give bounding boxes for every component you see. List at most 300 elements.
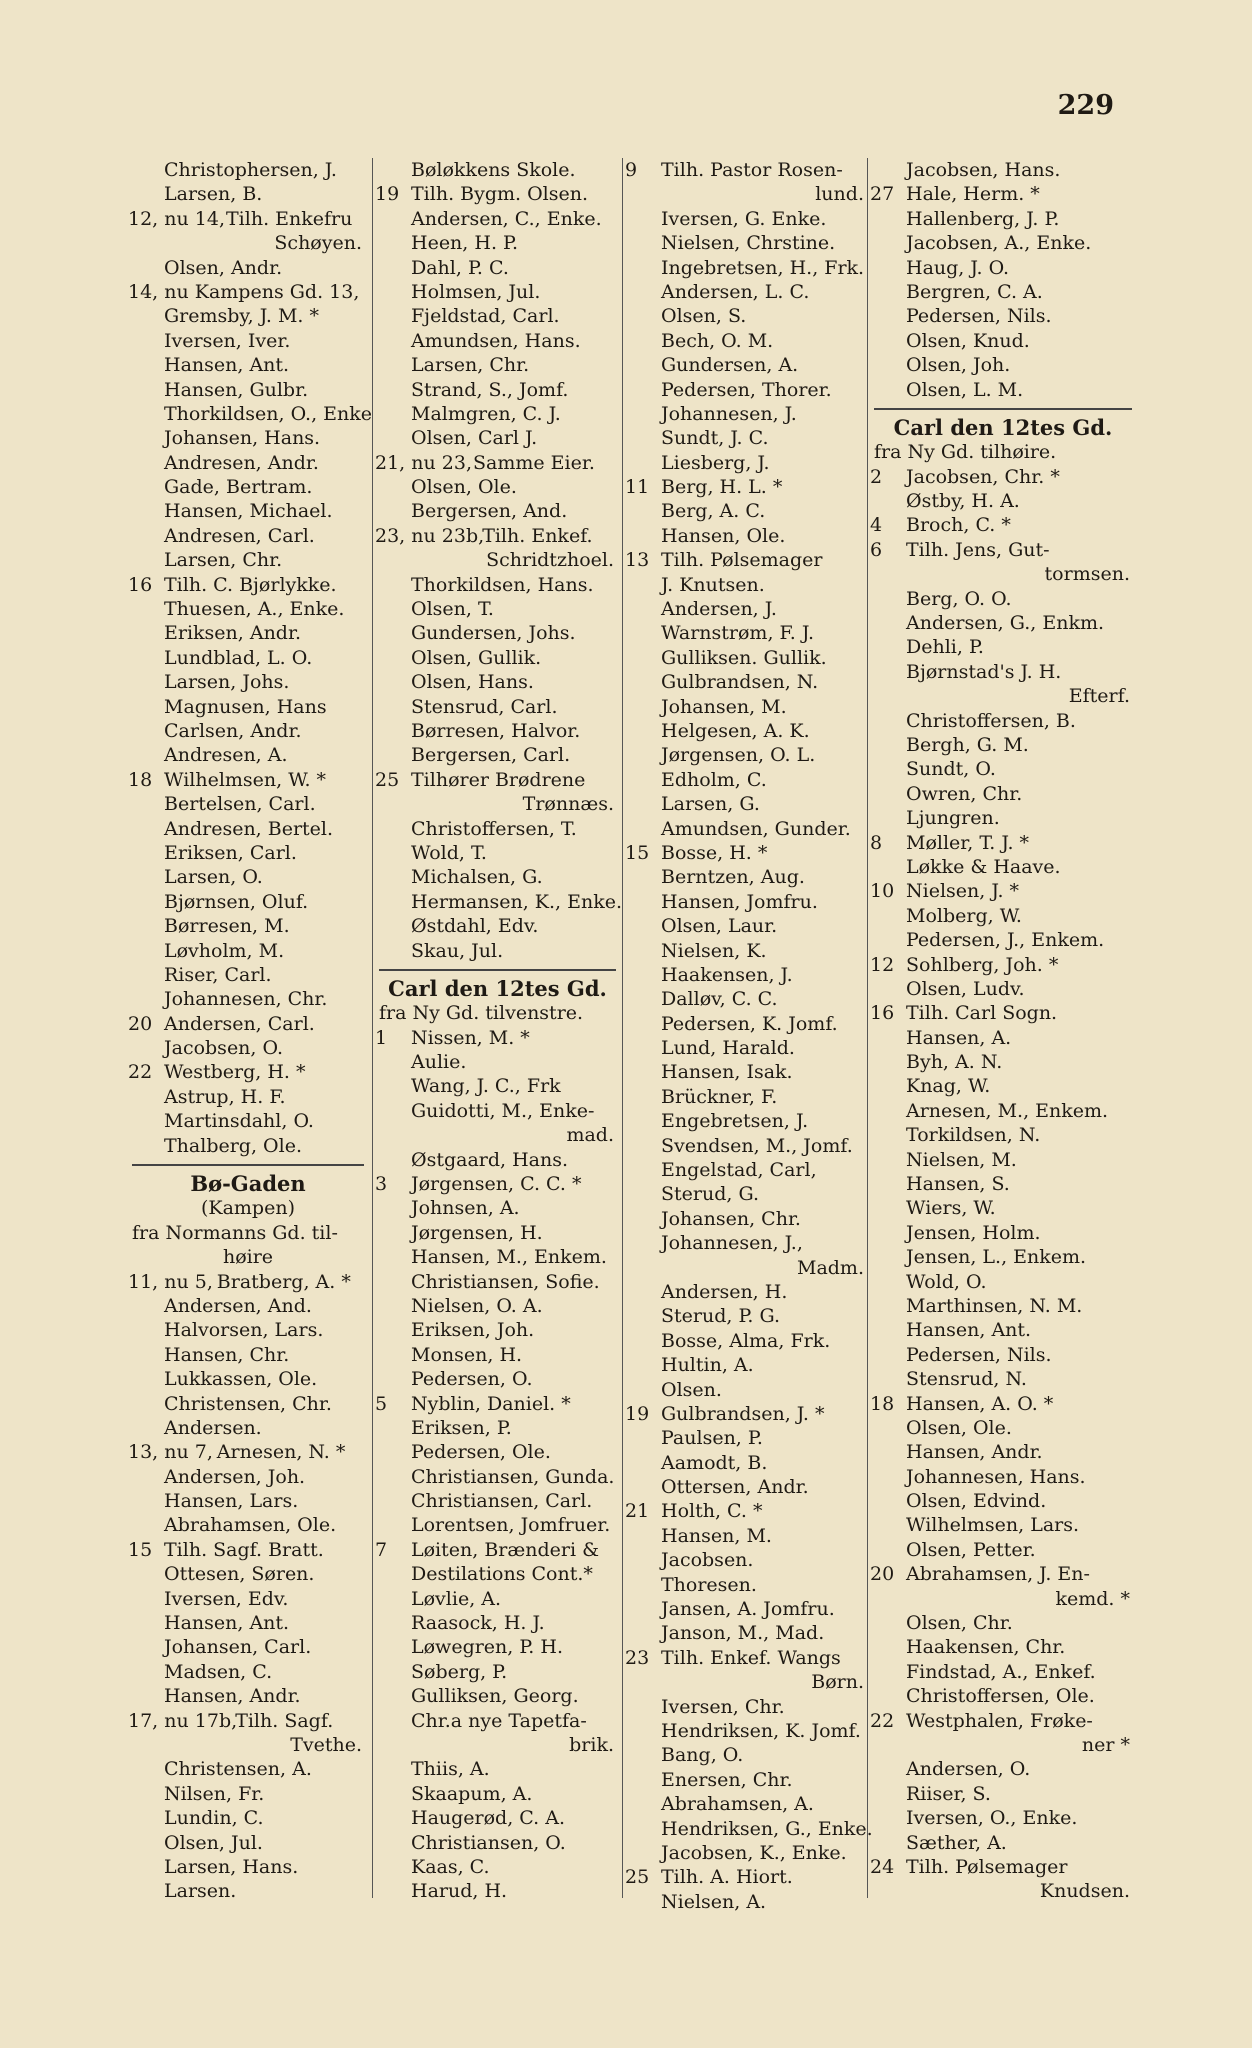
resident-text: Hansen, Ant. (906, 1319, 1032, 1342)
resident-text: Wilhelmsen, W. * (164, 768, 327, 791)
directory-entry (128, 1367, 368, 1391)
directory-entry (625, 1670, 870, 1694)
house-number: 18 (870, 1392, 895, 1415)
directory-entry (625, 890, 870, 914)
resident-text: Thuesen, A., Enke. (164, 598, 345, 621)
resident-text: Nielsen, M. (906, 1148, 1017, 1171)
resident-text: Christiansen, Carl. (411, 1490, 593, 1513)
resident-text: Lukkassen, Ole. (164, 1368, 318, 1391)
resident-text: Andresen, Bertel. (164, 817, 334, 840)
directory-entry (128, 378, 368, 402)
directory-entry (625, 1060, 870, 1084)
resident-text: Christoffersen, T. (411, 817, 577, 840)
street-heading (128, 1172, 368, 1196)
directory-entry (870, 1148, 1136, 1172)
resident-text: Sterud, G. (661, 1183, 759, 1206)
directory-entry (375, 1099, 620, 1123)
resident-text: Nielsen, J. * (906, 880, 1020, 903)
directory-entry (375, 1611, 620, 1635)
resident-text: Lundin, C. (164, 1807, 264, 1830)
house-number: 23, nu 23b, (375, 524, 485, 547)
resident-text: Christiansen, Gunda. (411, 1465, 615, 1488)
directory-entry (625, 1036, 870, 1060)
directory-entry (375, 1172, 620, 1196)
directory-entry (375, 1831, 620, 1855)
directory-entry (375, 890, 623, 914)
resident-text: Edholm, C. (661, 768, 767, 791)
resident-text: Johannesen, Hans. (906, 1465, 1086, 1488)
house-number: 21 (625, 1500, 650, 1523)
resident-text: Liesberg, J. (661, 451, 770, 474)
directory-entry (128, 1012, 368, 1036)
resident-text: Bratberg, A. * (216, 1270, 351, 1293)
resident-text: Eriksen, Carl. (164, 841, 297, 864)
column-3 (625, 158, 873, 1914)
directory-entry (625, 695, 870, 719)
resident-text: Bøløkkens Skole. (411, 159, 576, 181)
resident-text: Olsen, Laur. (661, 915, 778, 938)
resident-text: Helgesen, A. K. (661, 719, 810, 742)
directory-entry (375, 1660, 620, 1684)
resident-text: Amundsen, Hans. (411, 329, 581, 352)
resident-text: Olsen, Ole. (411, 476, 517, 499)
directory-entry (870, 1123, 1136, 1147)
resident-text: Hansen, Michael. (164, 500, 333, 523)
resident-text: Hansen, Andr. (906, 1441, 1043, 1464)
directory-entry (870, 587, 1136, 611)
resident-text: Olsen, Ole. (906, 1416, 1012, 1439)
resident-text: Wold, T. (411, 841, 487, 864)
resident-text: Nyblin, Daniel. * (411, 1392, 571, 1415)
directory-entry (625, 573, 870, 597)
resident-text: Larsen, G. (661, 793, 760, 816)
directory-entry (870, 1733, 1136, 1757)
resident-text: Johansen, Carl. (164, 1636, 312, 1659)
directory-entry (128, 1196, 368, 1220)
directory-entry (870, 1782, 1136, 1806)
column-rule (372, 158, 373, 1898)
directory-entry (870, 1806, 1136, 1830)
directory-entry (870, 1026, 1136, 1050)
resident-text: Iversen, Edv. (164, 1587, 289, 1610)
resident-text: Larsen, Hans. (164, 1855, 299, 1878)
directory-entry (625, 939, 870, 963)
resident-text: Iversen, O., Enke. (906, 1807, 1078, 1830)
resident-text: Andersen, L. C. (661, 280, 810, 303)
resident-text: Nielsen, O. A. (411, 1294, 543, 1317)
resident-text: Olsen, Knud. (906, 329, 1030, 352)
resident-text: Paulsen, P. (661, 1427, 763, 1450)
resident-text: Andersen. (164, 1416, 262, 1439)
resident-text: Iversen, Chr. (661, 1695, 785, 1718)
directory-entry (375, 1221, 620, 1245)
resident-text: Olsen, S. (661, 305, 747, 328)
resident-text: Andersen, C., Enke. (411, 207, 602, 230)
directory-entry (128, 621, 368, 645)
directory-entry (625, 1231, 870, 1255)
resident-text: Løkke & Haave. (906, 855, 1061, 878)
resident-text: Bergren, C. A. (906, 280, 1043, 303)
directory-entry (375, 670, 620, 694)
directory-entry (375, 548, 620, 572)
resident-text: Abrahamsen, Ole. (164, 1514, 337, 1537)
directory-entry (375, 1757, 620, 1781)
directory-entry (375, 1538, 620, 1562)
directory-entry (128, 695, 368, 719)
directory-entry (625, 1890, 870, 1914)
resident-text: Børresen, Halvor. (411, 719, 581, 742)
directory-entry (128, 1294, 368, 1318)
directory-entry (128, 890, 368, 914)
house-number: 12, nu 14, (128, 207, 225, 230)
resident-text: Dehli, P. (906, 636, 984, 659)
resident-text: Harud, H. (411, 1880, 508, 1903)
house-number: 15 (625, 841, 650, 864)
resident-text: Tilh. Enkef. (482, 524, 593, 547)
resident-text: Christiansen, O. (411, 1831, 566, 1854)
resident-text: Enersen, Chr. (661, 1768, 793, 1791)
directory-entry (128, 670, 368, 694)
resident-text: Iversen, Iver. (164, 329, 291, 352)
resident-text: Tvethe. (290, 1734, 362, 1756)
house-number: 2 (870, 465, 883, 488)
directory-entry (870, 1562, 1136, 1586)
house-number: 20 (128, 1012, 153, 1035)
street-name: Carl den 12tes Gd. (893, 414, 1113, 440)
resident-text: Fjeldstad, Carl. (411, 305, 560, 328)
directory-entry (870, 806, 1136, 830)
directory-entry (128, 207, 368, 231)
directory-entry (625, 1573, 870, 1597)
resident-text: Jacobsen, A., Enke. (906, 232, 1092, 255)
resident-text: Schøyen. (274, 232, 362, 255)
resident-text: lund. (815, 183, 864, 206)
directory-entry (625, 963, 870, 987)
directory-entry (625, 256, 870, 280)
directory-entry (375, 597, 620, 621)
directory-entry (625, 1304, 870, 1328)
resident-text: Olsen, Jul. (164, 1831, 263, 1854)
directory-entry (128, 1060, 368, 1084)
directory-entry (375, 207, 620, 231)
resident-text: mad. (566, 1124, 614, 1147)
directory-entry (375, 329, 620, 353)
resident-text: Tilh. Pølsemager (906, 1855, 1068, 1878)
directory-entry (128, 402, 373, 426)
directory-entry (375, 939, 620, 963)
resident-text: Tilh. Enkefru (226, 207, 353, 230)
directory-entry (625, 280, 870, 304)
resident-text: Berntzen, Aug. (661, 866, 805, 889)
resident-text: Eriksen, Joh. (411, 1319, 535, 1342)
directory-entry (375, 573, 620, 597)
resident-text: Lundblad, L. O. (164, 646, 313, 669)
resident-text: Gulbrandsen, J. * (661, 1402, 825, 1425)
resident-text: Ottersen, Andr. (661, 1476, 809, 1499)
directory-entry (870, 1465, 1136, 1489)
resident-text: Tilh. Jens, Gut- (906, 538, 1050, 561)
resident-text: Berg, A. C. (661, 500, 766, 523)
directory-entry (128, 914, 368, 938)
resident-text: Tilhører Brødrene (411, 768, 586, 791)
directory-entry (625, 158, 870, 182)
directory-entry (375, 1587, 620, 1611)
directory-entry (870, 1099, 1136, 1123)
directory-entry (625, 1134, 870, 1158)
directory-entry (625, 1743, 870, 1767)
directory-entry (625, 817, 870, 841)
resident-text: Schridtzhoel. (486, 549, 614, 572)
directory-entry (128, 1635, 368, 1659)
resident-text: Østby, H. A. (906, 490, 1020, 513)
resident-text: Tilh. Sagf. Bratt. (164, 1538, 324, 1561)
resident-text: Bosse, H. * (661, 841, 768, 864)
resident-text: Olsen, Edvind. (906, 1490, 1047, 1513)
resident-text: Andersen, And. (164, 1294, 312, 1317)
resident-text: Bosse, Alma, Frk. (661, 1329, 831, 1352)
directory-entry (625, 743, 870, 767)
resident-text: Pedersen, J., Enkem. (906, 929, 1105, 952)
resident-text: Pedersen, Thorer. (661, 378, 832, 401)
house-number: 9 (625, 159, 638, 181)
house-number: 15 (128, 1538, 153, 1561)
house-number: 21, nu 23, (375, 451, 472, 474)
directory-entry (375, 158, 620, 182)
directory-entry (625, 1012, 870, 1036)
house-number: 11, nu 5, (128, 1270, 213, 1293)
section-divider (128, 1158, 368, 1172)
directory-entry (128, 231, 368, 255)
directory-entry (870, 953, 1136, 977)
resident-text: Sundt, J. C. (661, 427, 769, 450)
directory-entry (870, 1221, 1136, 1245)
directory-entry (870, 660, 1136, 684)
column-1 (128, 158, 373, 1904)
resident-text: Jensen, Holm. (906, 1221, 1041, 1244)
directory-entry (128, 646, 368, 670)
house-number: 6 (870, 538, 883, 561)
resident-text: (Kampen) (200, 1197, 295, 1220)
resident-text: Findstad, A., Enkef. (906, 1660, 1096, 1683)
directory-entry (375, 865, 620, 889)
directory-entry (625, 1426, 870, 1450)
directory-entry (128, 1085, 368, 1109)
resident-text: Engelstad, Carl, (661, 1159, 817, 1182)
resident-text: Westberg, H. * (164, 1061, 306, 1084)
resident-text: Lorentsen, Jomfruer. (411, 1514, 611, 1537)
resident-text: Olsen, Petter. (906, 1538, 1036, 1561)
resident-text: Eriksen, P. (411, 1416, 512, 1439)
resident-text: Hansen, M. (661, 1524, 772, 1547)
directory-entry (870, 1611, 1136, 1635)
directory-entry (625, 1378, 870, 1402)
directory-entry (870, 1879, 1136, 1903)
resident-text: Madsen, C. (164, 1660, 273, 1683)
directory-entry (625, 353, 870, 377)
resident-text: Nilsen, Fr. (164, 1782, 265, 1805)
resident-text: J. Knutsen. (661, 573, 765, 596)
directory-entry (128, 1392, 368, 1416)
resident-text: Halvorsen, Lars. (164, 1319, 324, 1342)
directory-entry (870, 1538, 1136, 1562)
directory-entry (625, 1353, 870, 1377)
resident-text: Gundersen, Johs. (411, 622, 576, 645)
directory-entry (375, 1513, 620, 1537)
resident-text: Andersen, J. (661, 598, 777, 621)
directory-entry (870, 1172, 1136, 1196)
resident-text: fra Ny Gd. tilhøire. (874, 441, 1057, 464)
directory-entry (870, 562, 1136, 586)
directory-entry (870, 782, 1136, 806)
directory-entry (375, 646, 620, 670)
resident-text: Torkildsen, N. (906, 1124, 1041, 1147)
resident-text: Aamodt, B. (661, 1451, 768, 1474)
resident-text: Molberg, W. (906, 904, 1022, 927)
resident-text: Hansen, Chr. (164, 1343, 290, 1366)
directory-entry (128, 1134, 368, 1158)
directory-entry (625, 1768, 870, 1792)
house-number: 22 (128, 1061, 153, 1084)
resident-text: Owren, Chr. (906, 782, 1023, 805)
section-divider (375, 963, 620, 977)
resident-text: Skau, Jul. (411, 939, 504, 962)
resident-text: Andersen, H. (661, 1280, 788, 1303)
directory-entry (128, 1757, 368, 1781)
resident-text: Nissen, M. * (411, 1026, 530, 1049)
directory-entry (625, 670, 870, 694)
resident-text: ner * (1081, 1734, 1130, 1756)
resident-text: Wilhelmsen, Lars. (906, 1514, 1080, 1537)
directory-entry (870, 1001, 1136, 1025)
resident-text: Christensen, Chr. (164, 1392, 332, 1415)
directory-entry (870, 1757, 1136, 1781)
resident-text: Dahl, P. C. (411, 256, 509, 279)
resident-text: Børn. (811, 1671, 864, 1694)
directory-entry (128, 865, 368, 889)
resident-text: Hansen, Isak. (661, 1061, 793, 1084)
directory-entry (128, 1489, 368, 1513)
resident-text: Tilh. C. Bjørlykke. (164, 573, 337, 596)
directory-entry (625, 1548, 870, 1572)
resident-text: Marthinsen, N. M. (906, 1294, 1083, 1317)
resident-text: Raasock, H. J. (411, 1612, 545, 1635)
resident-text: Tilh. Pølsemager (661, 549, 823, 572)
resident-text: Johannesen, J., (661, 1232, 803, 1255)
directory-entry (870, 513, 1136, 537)
resident-text: Pedersen, Ole. (411, 1441, 551, 1464)
resident-text: Abrahamsen, J. En- (906, 1563, 1090, 1586)
resident-text: Jacobsen, O. (164, 1037, 284, 1060)
resident-text: Kaas, C. (411, 1855, 490, 1878)
resident-text: Andersen, Joh. (164, 1465, 306, 1488)
resident-text: Olsen. (661, 1378, 722, 1401)
directory-entry (128, 792, 368, 816)
directory-entry (128, 1538, 368, 1562)
resident-text: Jørgensen, O. L. (661, 744, 816, 767)
resident-text: Destilations Cont.* (411, 1563, 593, 1586)
directory-entry (375, 768, 620, 792)
resident-text: Østgaard, Hans. (411, 1148, 569, 1171)
resident-text: Skaapum, A. (411, 1782, 533, 1805)
directory-entry (625, 768, 870, 792)
resident-text: Efterf. (1068, 685, 1130, 708)
house-number: 10 (870, 880, 895, 903)
directory-entry (375, 353, 620, 377)
directory-entry (375, 1294, 620, 1318)
directory-entry (625, 1646, 870, 1670)
directory-entry (625, 1475, 870, 1499)
house-number: 25 (375, 768, 400, 791)
directory-entry (870, 1709, 1136, 1733)
resident-text: Sohlberg, Joh. * (906, 953, 1059, 976)
resident-text: høire (222, 1246, 274, 1269)
directory-entry (625, 1085, 870, 1109)
resident-text: Thorkildsen, Hans. (411, 573, 594, 596)
house-number: 16 (870, 1002, 895, 1025)
resident-text: Strand, S., Jomf. (411, 378, 569, 401)
resident-text: Knag, W. (906, 1075, 991, 1098)
column-rule (622, 158, 623, 1898)
section-divider (870, 402, 1136, 416)
resident-text: Pedersen, K. Jomf. (661, 1012, 838, 1035)
resident-text: Jensen, L., Enkem. (906, 1246, 1087, 1269)
resident-text: kemd. * (1055, 1587, 1130, 1610)
resident-text: fra Ny Gd. tilvenstre. (379, 1002, 584, 1025)
resident-text: Gulbrandsen, N. (661, 671, 819, 694)
directory-entry (128, 451, 368, 475)
directory-entry (375, 1440, 620, 1464)
resident-text: Olsen, Andr. (164, 256, 283, 279)
resident-text: Bergersen, And. (411, 500, 568, 523)
resident-text: Tilh. Bygm. Olsen. (411, 183, 589, 206)
house-number: 7 (375, 1538, 388, 1561)
resident-text: Ljungren. (906, 807, 1000, 830)
resident-text: Olsen, Ludv. (906, 977, 1025, 1000)
resident-text: Astrup, H. F. (164, 1085, 286, 1108)
directory-entry (870, 158, 1136, 182)
resident-text: Sæther, A. (906, 1831, 1007, 1854)
directory-entry (625, 329, 870, 353)
directory-entry (870, 353, 1136, 377)
resident-text: Bjørnsen, Oluf. (164, 890, 309, 913)
resident-text: Hansen, A. (906, 1026, 1012, 1049)
directory-entry (870, 855, 1136, 879)
resident-text: Tilh. A. Hiort. (661, 1866, 793, 1889)
resident-text: Riiser, S. (906, 1782, 991, 1805)
resident-text: brik. (569, 1734, 614, 1756)
resident-text: Hansen, A. O. * (906, 1392, 1054, 1415)
resident-text: Johnsen, A. (411, 1197, 520, 1220)
resident-text: Andresen, A. (164, 744, 288, 767)
directory-entry (625, 548, 870, 572)
resident-text: Thorkildsen, O., Enke (164, 402, 373, 425)
resident-text: Warnstrøm, F. J. (661, 622, 815, 645)
directory-entry (870, 757, 1136, 781)
resident-text: Johansen, Hans. (164, 427, 321, 450)
resident-text: Guidotti, M., Enke- (411, 1099, 595, 1122)
directory-entry (870, 1635, 1136, 1659)
directory-entry (625, 1256, 870, 1280)
directory-entry (128, 280, 368, 304)
directory-entry (625, 304, 870, 328)
directory-entry (128, 768, 368, 792)
resident-text: Søberg, P. (411, 1660, 508, 1683)
directory-entry (128, 1879, 368, 1903)
resident-text: Gade, Bertram. (164, 476, 313, 499)
directory-entry (625, 499, 870, 523)
directory-entry (128, 1036, 368, 1060)
resident-text: Gulliksen, Georg. (411, 1685, 579, 1708)
